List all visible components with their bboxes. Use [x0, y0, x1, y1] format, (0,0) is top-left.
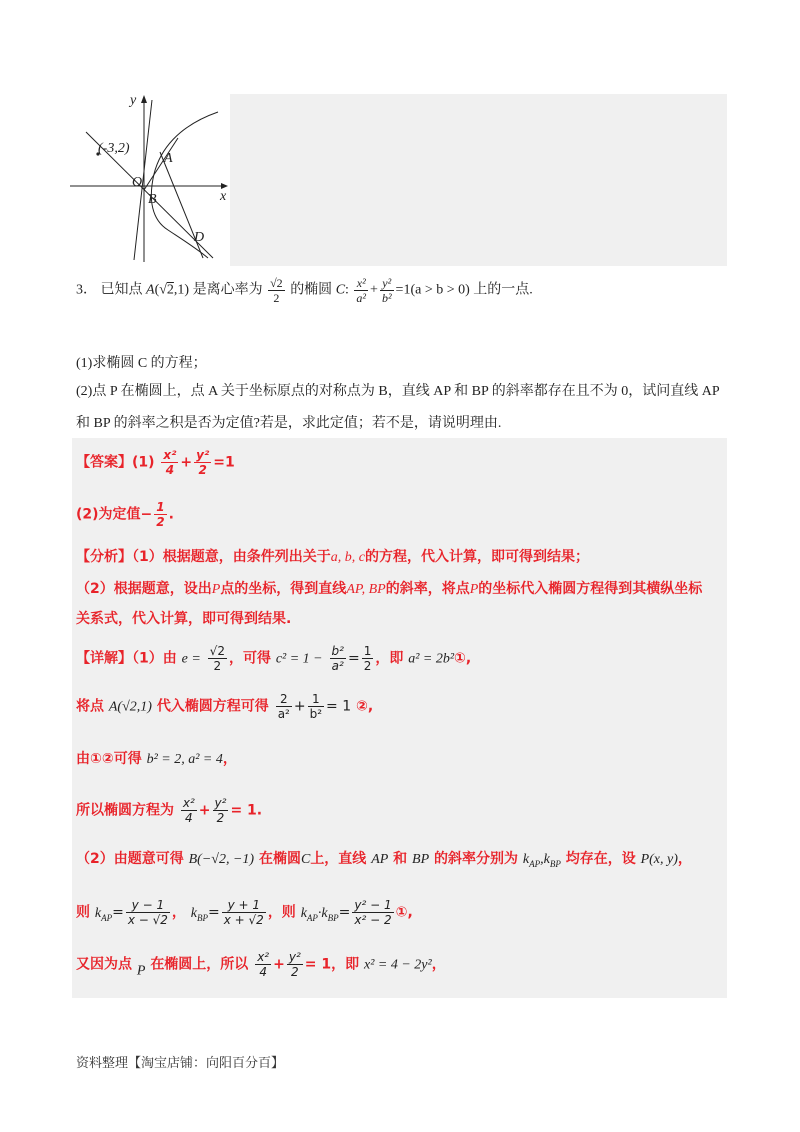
label-B: B — [148, 192, 157, 207]
detail-line-3: 由①②可得 b² = 2, a² = 4， — [76, 751, 237, 767]
label-A: A — [164, 151, 173, 166]
answer-x-term: $\frac{\text{x²}}{4}$ — [163, 448, 177, 477]
sqrt-value: 2 — [166, 282, 174, 298]
detail-line-6: 则 $k_{AP}=$ $\frac{y - 1}{x - √2}$ ， $k_{BP}=$ $\frac{y + 1}{x + √2}$ ，则 $k_{AP}\cdot k_{BP}=$ $\frac{\text{y² − 1}}{\text{x² − 2}}$ ①, — [76, 898, 413, 927]
question-line: 3． 已知点 A(√2,1) 是离心率为 $\frac{√2}{2}$ 的椭圆 C: $\frac{\text{x²}}{\text{a²}}$ + $\frac{\text{y²}}{\text{b²}}$ =1(a > b > 0) 上的一点. — [76, 276, 533, 305]
analysis-tag: 【分析】 — [76, 549, 132, 565]
answer-value: $\frac{1}{2}$ — [156, 500, 165, 529]
analysis-line-2: （2）根据题意，设出P点的坐标，得到直线AP, BP的斜率，将点P的坐标代入椭圆方程得到其横纵坐标 — [76, 581, 703, 597]
eccentricity: $\frac{√2}{2}$ — [270, 276, 283, 305]
label-D: D — [194, 230, 205, 245]
part-1: (1)求椭圆 C 的方程； — [76, 356, 207, 371]
label-point: (-3,2) — [98, 141, 130, 156]
detail-line-7: 又因为点 P 在椭圆上，所以 $\frac{\text{x²}}{4}$ + $\frac{\text{y²}}{2}$ = 1，即 x² = 4 − 2y²， — [76, 950, 446, 979]
detail-tag: 【详解】 — [76, 650, 132, 667]
y-axis-arrow — [141, 95, 147, 103]
answer-line-1: 【答案】(1) $\frac{\text{x²}}{4}$ + $\frac{\text{y²}}{2}$ =1 — [76, 448, 235, 477]
question-mid: 是离心率为 — [192, 282, 263, 298]
point-a-tail: ,1) — [173, 282, 190, 298]
label-x: x — [220, 189, 227, 204]
question-end: 上的一点. — [473, 282, 533, 298]
eq-tail: =1(a > b > 0) — [395, 282, 470, 298]
question-number: 3． — [76, 282, 97, 298]
answer-tag: 【答案】 — [76, 454, 132, 471]
label-y: y — [130, 93, 137, 108]
ellipse-curve — [151, 112, 218, 258]
question-lead: 已知点 — [100, 282, 143, 298]
eq-y-term: $\frac{\text{y²}}{\text{b²}}$ — [381, 276, 392, 305]
detail-line-5: （2）由题意可得 B(−√2, −1) 在椭圆C上，直线 AP 和 BP 的斜率分别为 $k_{AP},k_{BP}$ 均存在，设 P(x, y)， — [76, 851, 692, 869]
figure-background — [230, 94, 727, 266]
detail-line-4: 所以椭圆方程为 $\frac{\text{x²}}{4}$ + $\frac{\text{y²}}{2}$ = 1. — [76, 796, 263, 825]
footer-text: 资料整理【淘宝店铺：向阳百分百】 — [76, 1056, 285, 1071]
ellipse-name: C — [335, 282, 346, 298]
eq-x-term: $\frac{\text{x²}}{\text{a²}}$ — [356, 276, 367, 305]
line-B-extra — [144, 138, 178, 190]
answer-line-2: (2)为定值− $\frac{1}{2}$ . — [76, 500, 174, 529]
ellipse-figure — [68, 90, 233, 265]
point-a: A — [146, 282, 155, 298]
ellipse-word: 的椭圆 — [290, 282, 333, 298]
detail-line-2: 将点 A(√2,1) 代入椭圆方程可得 $\frac{2}{\text{a²}}$ + $\frac{1}{\text{b²}}$ = 1 ②, — [76, 692, 374, 721]
analysis-line-3: 关系式，代入计算，即可得到结果. — [76, 611, 292, 627]
answer-y-term: $\frac{\text{y²}}{2}$ — [196, 448, 210, 477]
analysis-line-1: 【分析】（1）根据题意，由条件列出关于a, b, c的方程，代入计算，即可得到结果； — [76, 549, 589, 565]
part-2-line-2: 和 BP 的斜率之积是否为定值?若是，求此定值；若不是，请说明理由. — [76, 416, 502, 431]
part-2-line-1: (2)点 P 在椭圆上，点 A 关于坐标原点的对称点为 B，直线 AP 和 BP 的斜率都存在且不为 0，试问直线 AP — [76, 384, 720, 399]
label-O: O — [132, 175, 143, 190]
detail-line-1: 【详解】（1）由 e = $\frac{√2}{2}$ ，可得 c² = 1 − $\frac{\text{b²}}{\text{a²}}$ = $\frac{1}{2}$ ，即 a² = 2b²①, — [76, 644, 472, 673]
